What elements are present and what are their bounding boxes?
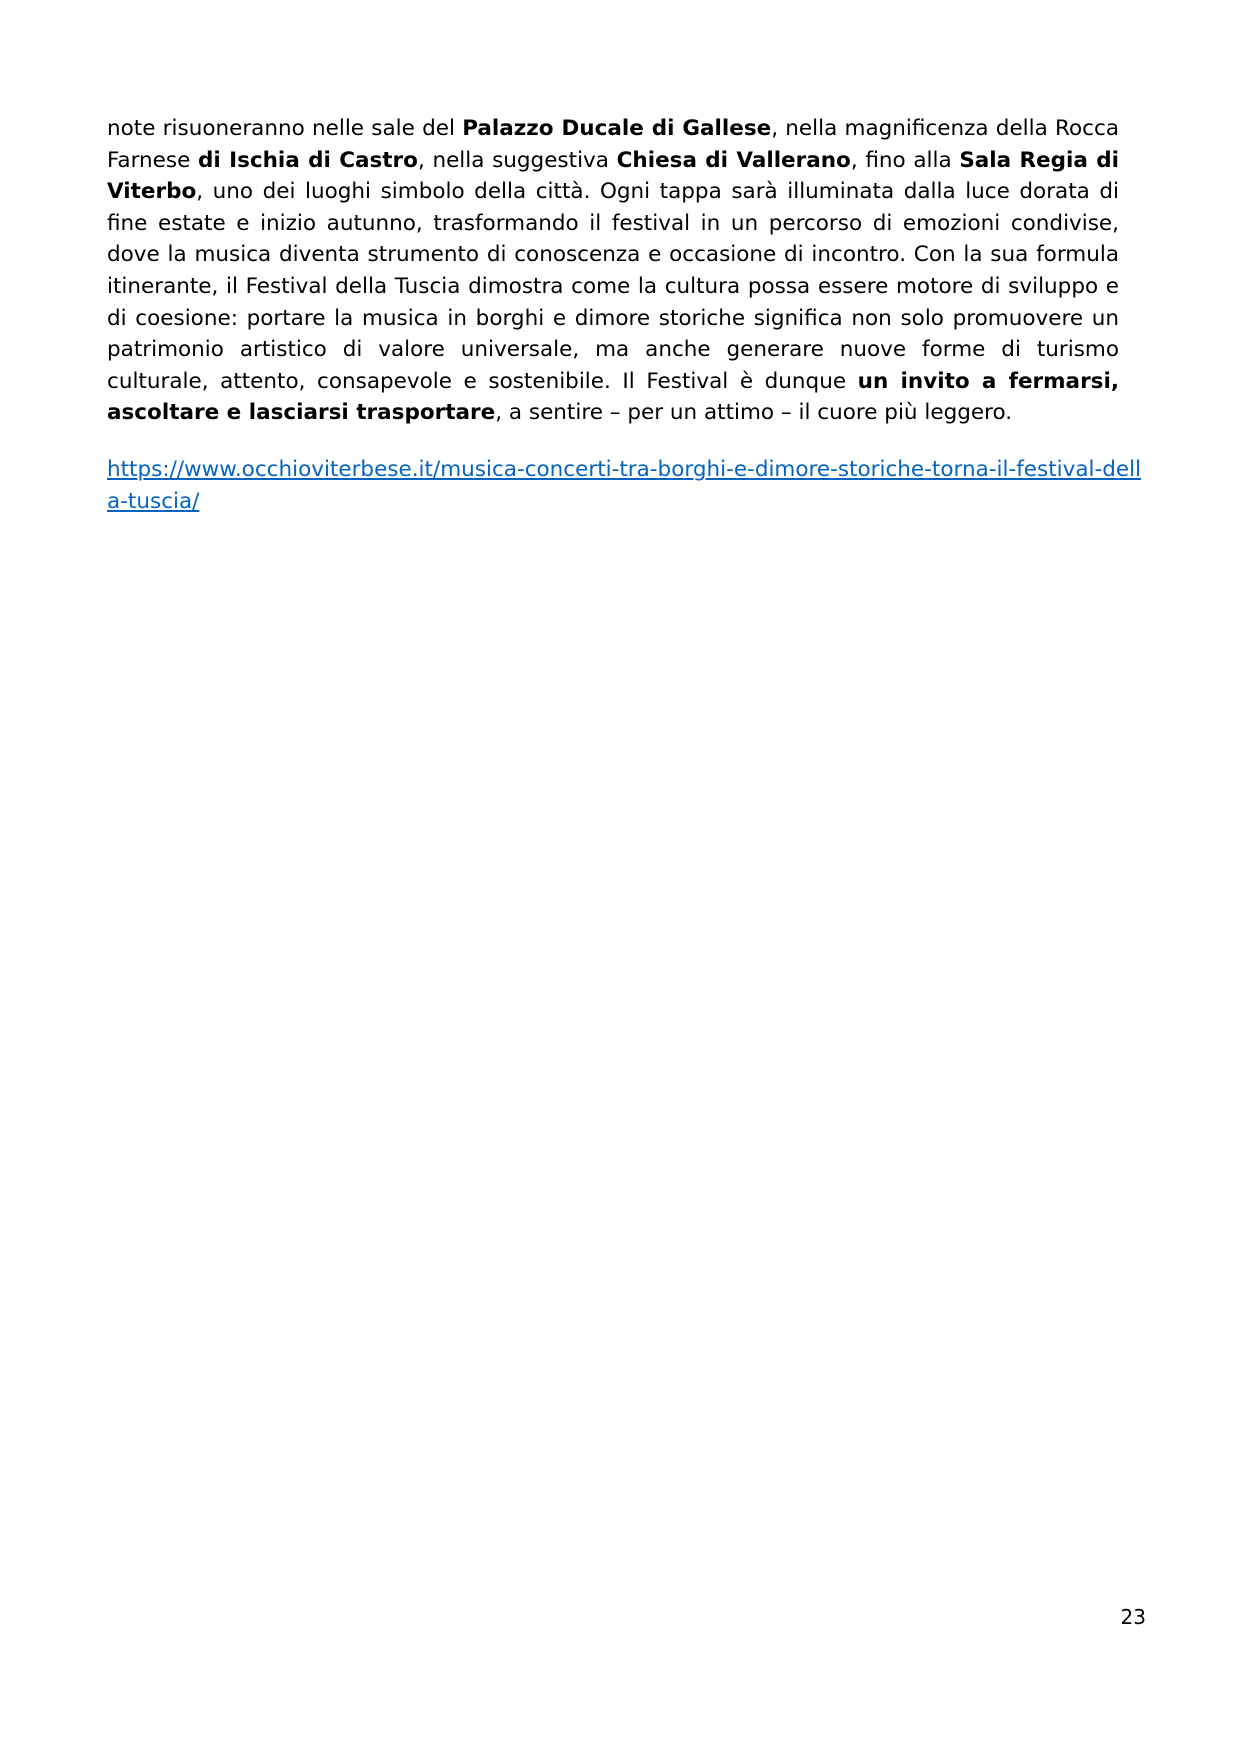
bold-place-ischia-di-castro: di Ischia di Castro (197, 147, 418, 173)
source-link[interactable]: https://www.occhioviterbese.it/musica-concerti-tra-borghi-e-dimore-storiche-torna-il-festival-della-tuscia/ (107, 457, 1142, 514)
paragraph-text: , nella magnificenza della Rocca Farnese (107, 116, 1119, 173)
paragraph-text: , fino alla (850, 147, 960, 173)
paragraph-text: , nella suggestiva (417, 147, 617, 173)
paragraph-text: , a sentire – per un attimo – il cuore più leggero. (495, 400, 1013, 426)
bold-place-palazzo-ducale: Palazzo Ducale di Gallese (462, 116, 772, 141)
bold-place-sala-regia: Sala Regia di Viterbo (107, 147, 1119, 205)
bold-invitation-phrase: un invito a fermarsi, ascoltare e lasciarsi trasportare (107, 368, 1120, 426)
paragraph-text: , uno dei luoghi simbolo della città. Ogni tappa sarà illuminata dalla luce dorata di fine estate e inizio autunno, trasformando il festival in un percorso di emozioni condivise, dove la musica diventa strumento di conoscenza e occasione di incontro. Con la sua formula itinerante, il Festival della Tuscia dimostra come la cultura possa essere motore di sviluppo e di coesione: portare la musica in borghi e dimore storiche significa non solo promuovere un patrimonio artistico di valore universale, ma anche generare nuove forme di turismo culturale, attento, consapevole e sostenibile. Il Festival è dunque (107, 179, 1119, 394)
paragraph-text: note risuoneranno nelle sale del (107, 116, 463, 141)
body-paragraph (107, 113, 1119, 429)
bold-place-chiesa-di-vallerano: Chiesa di Vallerano (616, 147, 851, 173)
page-number: 23 (1120, 1605, 1146, 1629)
